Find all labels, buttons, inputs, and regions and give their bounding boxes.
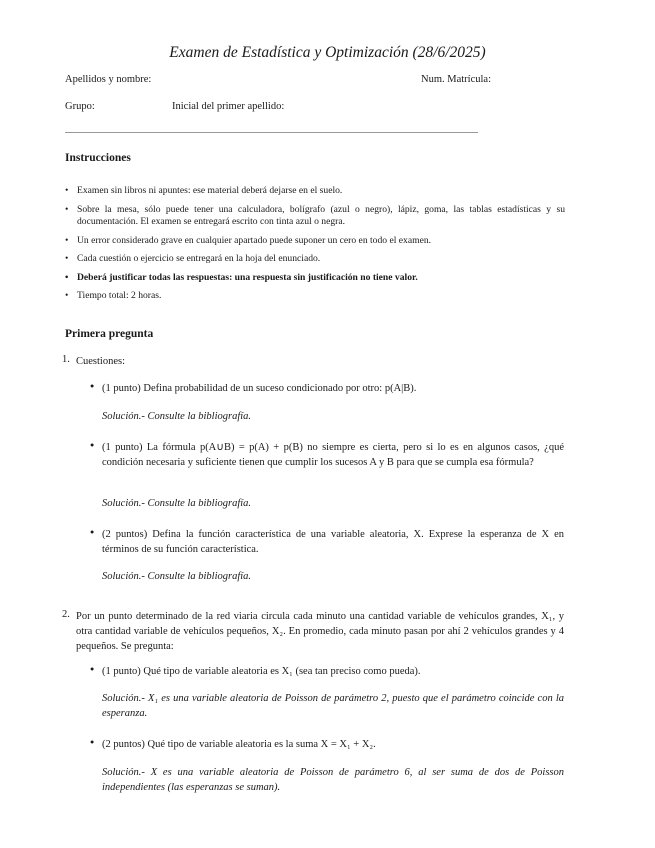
- initial-field-label: Inicial del primer apellido:: [172, 101, 285, 112]
- instruction-item: • Un error considerado grave en cualquier apartado puede suponer un cero en todo el examen.: [65, 235, 565, 248]
- solution-text: Solución.- X es una variable aleatoria de Poisson de parámetro 6, al ser suma de dos de Poisson independientes (las esperanzas se suman).: [102, 767, 564, 793]
- matricula-field-label: Num. Matrícula:: [421, 74, 491, 85]
- group-field-label: Grupo:: [65, 101, 95, 112]
- question-number: 1.: [62, 354, 70, 365]
- bullet: •: [89, 440, 96, 452]
- name-field-label: Apellidos y nombre:: [65, 74, 152, 85]
- bullet: •: [89, 381, 96, 393]
- bullet: •: [89, 737, 96, 749]
- question-item: (1 punto) Defina probabilidad de un suceso condicionado por otro: p(A|B).: [102, 383, 417, 394]
- solution-text: Solución.- Consulte la bibliografía.: [102, 411, 252, 422]
- instruction-item: • Sobre la mesa, sólo puede tener una calculadora, bolígrafo (azul o negro), lápiz, goma, las tablas estadísticas y su documentación. El examen se entregará escrito con tinta azul o negra.: [65, 204, 565, 229]
- question-item: (1 punto) Qué tipo de variable aleatoria es X₁ (sea tan preciso como pueda).: [102, 666, 421, 677]
- instructions-heading: Instrucciones: [65, 152, 131, 164]
- solution-text: Solución.- Consulte la bibliografía.: [102, 498, 252, 509]
- solution-text: Solución.- X₁ es una variable aleatoria de Poisson de parámetro 2, puesto que el parámetro coincide con la esperanza.: [102, 693, 564, 719]
- solution-text: Solución.- Consulte la bibliografía.: [102, 571, 252, 582]
- bullet: •: [89, 527, 96, 539]
- question-item: (2 puntos) Defina la función característica de una variable aleatoria, X. Exprese la esperanza de X en términos de su función característica.: [102, 529, 564, 555]
- section-heading: Primera pregunta: [65, 328, 154, 340]
- question-item: (1 punto) La fórmula p(A∪B) = p(A) + p(B) no siempre es cierta, pero si lo es en algunos casos, ¿qué condición necesaria y suficiente tienen que cumplir los sucesos A y B para que se cumpla esa fórmula?: [102, 442, 564, 468]
- question-label: Por un punto determinado de la red viaria circula cada minuto una cantidad variable de vehículos grandes, X₁, y otra cantidad variable de vehículos pequeños, X₂. En promedio, cada minuto pasan por ahí 2 vehículos grandes y 4 pequeños. Se pregunta:: [76, 611, 564, 652]
- question-label: Cuestiones:: [76, 356, 125, 367]
- divider-line: [65, 132, 478, 133]
- instruction-item: • Cada cuestión o ejercicio se entregará en la hoja del enunciado.: [65, 253, 565, 266]
- instruction-item: • Tiempo total: 2 horas.: [65, 290, 565, 303]
- question-item: (2 puntos) Qué tipo de variable aleatoria es la suma X = X₁ + X₂.: [102, 739, 376, 750]
- instructions-list: [65, 185, 565, 309]
- instruction-item: • Examen sin libros ni apuntes: ese material deberá dejarse en el suelo.: [65, 185, 565, 198]
- bullet: •: [89, 664, 96, 676]
- exam-title: Examen de Estadística y Optimización (28/6/2025): [169, 44, 486, 61]
- question-number: 2.: [62, 609, 70, 620]
- instruction-item: • Deberá justificar todas las respuestas: una respuesta sin justificación no tiene valor.: [65, 272, 565, 285]
